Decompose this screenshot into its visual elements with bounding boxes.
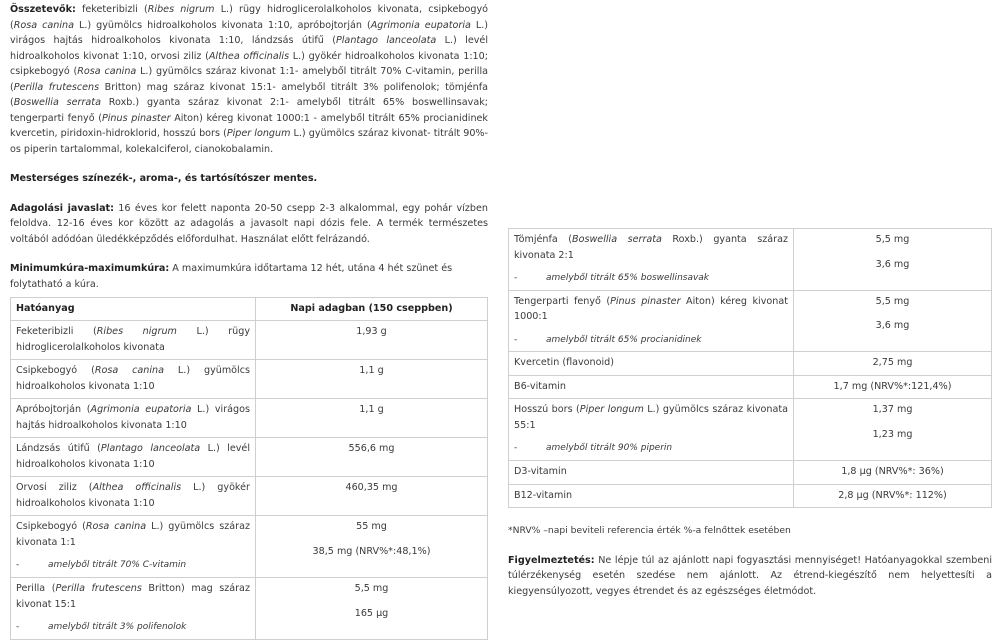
dose-gap bbox=[799, 418, 986, 427]
text-segment: Orvosi ziliz ( bbox=[16, 482, 93, 494]
text-segment: L.) gyümölcs száraz kivonata 1:1 bbox=[16, 521, 250, 548]
ingredient-cell bbox=[509, 352, 794, 376]
dose-value: 55 mg bbox=[356, 521, 387, 533]
ingredient-cell bbox=[11, 321, 256, 360]
ingredient-cell bbox=[11, 477, 256, 516]
cure-text: A maximumkúra időtartama 12 hét, utána 4 hét szünet és folytatható a kúra. bbox=[10, 263, 453, 290]
ingredient-cell bbox=[11, 399, 256, 438]
dose-value: 1,1 g bbox=[359, 365, 384, 377]
dose-value: 556,6 mg bbox=[348, 443, 395, 455]
titrated-text: amelyből titrált 3% polifenolok bbox=[48, 622, 187, 633]
dose-value: 2,8 μg (NRV%*: 112%) bbox=[838, 489, 947, 501]
text-segment: B6-vitamin bbox=[514, 380, 566, 392]
table-header-row bbox=[11, 297, 488, 321]
text-segment: L.) virágos hajtás hidroalkoholos kivonata 1:10 bbox=[16, 404, 250, 431]
titrated-text: amelyből titrált 70% C-vitamin bbox=[48, 560, 187, 571]
text-segment: Perilla ( bbox=[16, 582, 56, 594]
ingredient-name bbox=[16, 443, 250, 470]
table-row bbox=[509, 484, 992, 508]
ingredient-name bbox=[16, 482, 250, 509]
text-segment: L.) gyökér hidroalkoholos kivonata 1:10 bbox=[16, 482, 250, 509]
text-segment: Kvercetin (flavonoid) bbox=[514, 357, 614, 369]
latin-name: Ribes nigrum bbox=[147, 4, 215, 15]
dose-value: 165 μg bbox=[354, 607, 389, 619]
ingredients-paragraph bbox=[10, 2, 488, 157]
latin-name: Althea officinalis bbox=[208, 50, 290, 62]
dash-mark: - bbox=[514, 334, 518, 345]
header-active-ingredient: Hatóanyag bbox=[11, 297, 256, 321]
dose-cell bbox=[794, 484, 992, 508]
dose-value: 1,8 μg (NRV%*: 36%) bbox=[841, 465, 944, 477]
text-segment: L.) gyümölcs hidroalkoholos kivonata 1:10 bbox=[16, 365, 250, 392]
dose-value: 1,7 mg (NRV%*:121,4%) bbox=[833, 380, 952, 392]
ingredient-cell bbox=[509, 399, 794, 461]
titrated-note bbox=[514, 441, 788, 456]
ingredient-name bbox=[514, 490, 572, 501]
table-row bbox=[11, 516, 488, 578]
ingredient-name bbox=[16, 404, 250, 431]
text-segment: Britton) mag száraz kivonat 15:1 bbox=[16, 582, 250, 610]
ingredient-name bbox=[514, 466, 567, 477]
latin-name: Agrimonia eupatoria bbox=[90, 404, 192, 416]
latin-name: Boswellia serrata bbox=[572, 234, 662, 245]
dose-cell bbox=[794, 399, 992, 461]
warning-paragraph bbox=[508, 553, 992, 600]
cure-paragraph bbox=[10, 261, 488, 292]
text-segment: L.) gyümölcs hidroalkoholos kivonata 1:10, apróbojtorján ( bbox=[74, 19, 371, 31]
text-segment: Csipkebogyó ( bbox=[16, 365, 95, 377]
free-of-paragraph bbox=[10, 171, 488, 187]
table-row bbox=[11, 360, 488, 399]
dash-mark: - bbox=[16, 622, 20, 633]
text-segment: Roxb.) gyanta száraz kivonata 2:1 bbox=[514, 234, 788, 261]
titrated-note bbox=[16, 620, 250, 635]
left-table-body bbox=[11, 321, 488, 640]
dose-cell bbox=[256, 360, 488, 399]
text-segment: Apróbojtorján ( bbox=[16, 404, 91, 416]
latin-name: Rosa canina bbox=[94, 365, 165, 377]
right-table-body bbox=[509, 229, 992, 508]
dose-cell bbox=[794, 290, 992, 352]
latin-name: Plantago lanceolata bbox=[335, 35, 437, 47]
latin-name: Boswellia serrata bbox=[13, 97, 101, 109]
latin-name: Piper longum bbox=[226, 128, 291, 140]
text-segment: L.) rügy hidroglicerolalkoholos kivonata, csipkebogyó ( bbox=[10, 4, 488, 31]
ingredient-name bbox=[16, 521, 250, 548]
ingredient-cell bbox=[509, 460, 794, 484]
latin-name: Pinus pinaster bbox=[101, 112, 171, 124]
ingredients-label: Összetevők: bbox=[10, 4, 76, 15]
free-of-text: Mesterséges színezék-, aroma-, és tartósítószer mentes. bbox=[10, 173, 318, 185]
table-row bbox=[509, 352, 992, 376]
dose-value: 1,1 g bbox=[359, 404, 384, 416]
latin-name: Perilla frutescens bbox=[55, 582, 142, 594]
ingredient-name bbox=[514, 296, 788, 323]
ingredient-name bbox=[16, 326, 250, 353]
dose-cell bbox=[794, 375, 992, 399]
dosage-paragraph bbox=[10, 201, 488, 248]
titrated-note bbox=[16, 558, 250, 573]
dose-cell bbox=[256, 438, 488, 477]
table-row bbox=[509, 375, 992, 399]
text-segment: Feketeribizli ( bbox=[16, 326, 97, 338]
table-row bbox=[509, 460, 992, 484]
text-segment: L.) gyümölcs száraz kivonata 55:1 bbox=[514, 404, 788, 431]
table-row bbox=[11, 399, 488, 438]
dose-value: 1,23 mg bbox=[872, 428, 913, 440]
text-segment: Lándzsás útifű ( bbox=[16, 443, 101, 455]
titrated-text: amelyből titrált 65% procianidinek bbox=[546, 334, 702, 345]
text-segment: L.) virágos hajtás hidroalkoholos kivonata 1:10, lándzsás útifű ( bbox=[10, 19, 489, 47]
dose-value: 460,35 mg bbox=[345, 482, 398, 494]
text-segment: Hosszú bors ( bbox=[514, 404, 580, 416]
text-segment: Aiton) kéreg kivonat 1000:1 - amelyből titrált 65% procianidinek kvercetin, piridoxin-hidroklorid, hosszú bors ( bbox=[10, 112, 488, 140]
text-segment: L.) levél hidroalkoholos kivonat 1:10, orvosi ziliz ( bbox=[10, 35, 488, 62]
ingredient-name bbox=[514, 381, 566, 392]
table-row bbox=[509, 290, 992, 352]
dose-cell bbox=[794, 460, 992, 484]
titrated-text: amelyből titrált 65% boswellinsavak bbox=[546, 273, 710, 284]
dose-gap bbox=[799, 248, 986, 257]
ingredient-name bbox=[16, 365, 250, 392]
dose-gap bbox=[261, 597, 482, 606]
latin-name: Rosa canina bbox=[13, 19, 75, 31]
nrv-footnote: *NRV% –napi beviteli referencia érték %-a felnőttek esetében bbox=[508, 525, 791, 537]
dose-cell bbox=[256, 516, 488, 578]
dose-cell bbox=[256, 477, 488, 516]
table-row bbox=[11, 577, 488, 639]
ingredient-cell bbox=[509, 375, 794, 399]
ingredient-cell bbox=[11, 516, 256, 578]
table-row bbox=[11, 321, 488, 360]
dose-value: 3,6 mg bbox=[875, 258, 910, 270]
right-column bbox=[508, 228, 992, 600]
ingredients-text bbox=[10, 4, 488, 155]
text-segment: B12-vitamin bbox=[514, 489, 573, 501]
text-segment: Roxb.) gyanta száraz kivonat 2:1- amelyből titrált 65% boswellinsavak; tengerparti fenyő ( bbox=[10, 97, 488, 124]
right-ingredients-table bbox=[508, 228, 992, 508]
left-column bbox=[10, 2, 488, 640]
ingredient-name bbox=[514, 404, 788, 431]
text-segment: L.) rügy hidroglicerolalkoholos kivonata bbox=[16, 326, 250, 353]
ingredient-name bbox=[514, 234, 788, 261]
dose-gap bbox=[261, 535, 482, 544]
dose-value: 5,5 mg bbox=[354, 582, 389, 594]
dosage-text: 16 éves kor felett naponta 20-50 csepp 2-3 alkalommal, egy pohár vízben feloldva. 12-16 éves kor között az adagolás a javasolt napi dózis fele. A termék természetes voltából adódóan üledékképződés előfordulhat. Használat előtt felrázandó. bbox=[10, 202, 488, 245]
dosage-label: Adagolási javaslat: bbox=[10, 202, 114, 214]
titrated-note bbox=[514, 333, 788, 348]
text-segment: Aiton) kéreg kivonat 1000:1 bbox=[514, 295, 788, 323]
latin-name: Rosa canina bbox=[85, 521, 147, 533]
latin-name: Rosa canina bbox=[77, 66, 137, 78]
latin-name: Agrimonia eupatoria bbox=[370, 19, 471, 31]
latin-name: Perilla frutescens bbox=[13, 81, 100, 93]
dose-value: 38,5 mg (NRV%*:48,1%) bbox=[312, 545, 431, 557]
text-segment: Csipkebogyó ( bbox=[16, 521, 86, 533]
ingredient-name bbox=[16, 583, 250, 610]
dose-value: 1,93 g bbox=[356, 326, 387, 338]
header-daily-dose: Napi adagban (150 cseppben) bbox=[256, 297, 488, 321]
titrated-note bbox=[514, 271, 788, 286]
dose-value: 5,5 mg bbox=[875, 234, 910, 245]
latin-name: Ribes nigrum bbox=[96, 326, 177, 338]
titrated-text: amelyből titrált 90% piperin bbox=[546, 443, 673, 454]
dose-cell bbox=[794, 229, 992, 291]
text-segment: Tengerparti fenyő ( bbox=[514, 295, 611, 307]
dose-value: 3,6 mg bbox=[875, 320, 910, 332]
text-segment: Tömjénfa ( bbox=[514, 234, 572, 245]
left-ingredients-table bbox=[10, 297, 488, 640]
table-row bbox=[11, 477, 488, 516]
text-segment: L.) gyümölcs száraz kivonat- titrált 90%-os piperin tartalommal, kolekalciferol, cianokobalamin. bbox=[10, 128, 489, 155]
dose-value: 5,5 mg bbox=[875, 295, 910, 307]
dose-value: 2,75 mg bbox=[872, 357, 913, 369]
warning-text: Ne lépje túl az ajánlott napi fogyasztási mennyiséget! Hatóanyagokkal szembeni túlérzékenység esetén szedése nem ajánlott. Az étrend-kiegészítő nem helyettesíti a kiegyensúlyozott, vegyes étrendet és az egészséges életmódot. bbox=[508, 554, 992, 598]
text-segment: feketeribizli ( bbox=[75, 4, 148, 15]
text-segment: L.) gyümölcs száraz kivonat 1:1- amelyből titrált 70% C-vitamin, perilla ( bbox=[10, 66, 488, 93]
dose-cell bbox=[256, 577, 488, 639]
table-row bbox=[11, 438, 488, 477]
ingredient-cell bbox=[509, 290, 794, 352]
dash-mark: - bbox=[514, 443, 518, 454]
dose-gap bbox=[799, 309, 986, 318]
ingredient-name bbox=[514, 357, 614, 368]
latin-name: Piper longum bbox=[579, 404, 644, 416]
text-segment: D3-vitamin bbox=[514, 465, 567, 477]
dash-mark: - bbox=[514, 273, 518, 284]
dash-mark: - bbox=[16, 560, 20, 571]
table-row bbox=[509, 229, 992, 291]
text-segment: L.) gyökér hidroalkoholos kivonata 1:10; csipkebogyó ( bbox=[10, 50, 488, 78]
latin-name: Plantago lanceolata bbox=[100, 443, 201, 455]
text-segment: L.) levél hidroalkoholos kivonata 1:10 bbox=[16, 443, 250, 470]
latin-name: Althea officinalis bbox=[92, 482, 182, 494]
ingredient-cell bbox=[11, 577, 256, 639]
ingredient-cell bbox=[509, 229, 794, 291]
dose-value: 1,37 mg bbox=[872, 404, 913, 416]
latin-name: Pinus pinaster bbox=[610, 295, 681, 307]
cure-label: Minimumkúra-maximumkúra: bbox=[10, 263, 170, 275]
warning-label: Figyelmeztetés: bbox=[508, 554, 595, 566]
table-row bbox=[509, 399, 992, 461]
dose-cell bbox=[794, 352, 992, 376]
ingredient-cell bbox=[11, 360, 256, 399]
ingredient-cell bbox=[509, 484, 794, 508]
ingredient-cell bbox=[11, 438, 256, 477]
dose-cell bbox=[256, 399, 488, 438]
dose-cell bbox=[256, 321, 488, 360]
text-segment: Britton) mag száraz kivonat 15:1- amelyből titrált 3% polifenolok; tömjénfa ( bbox=[10, 81, 488, 109]
